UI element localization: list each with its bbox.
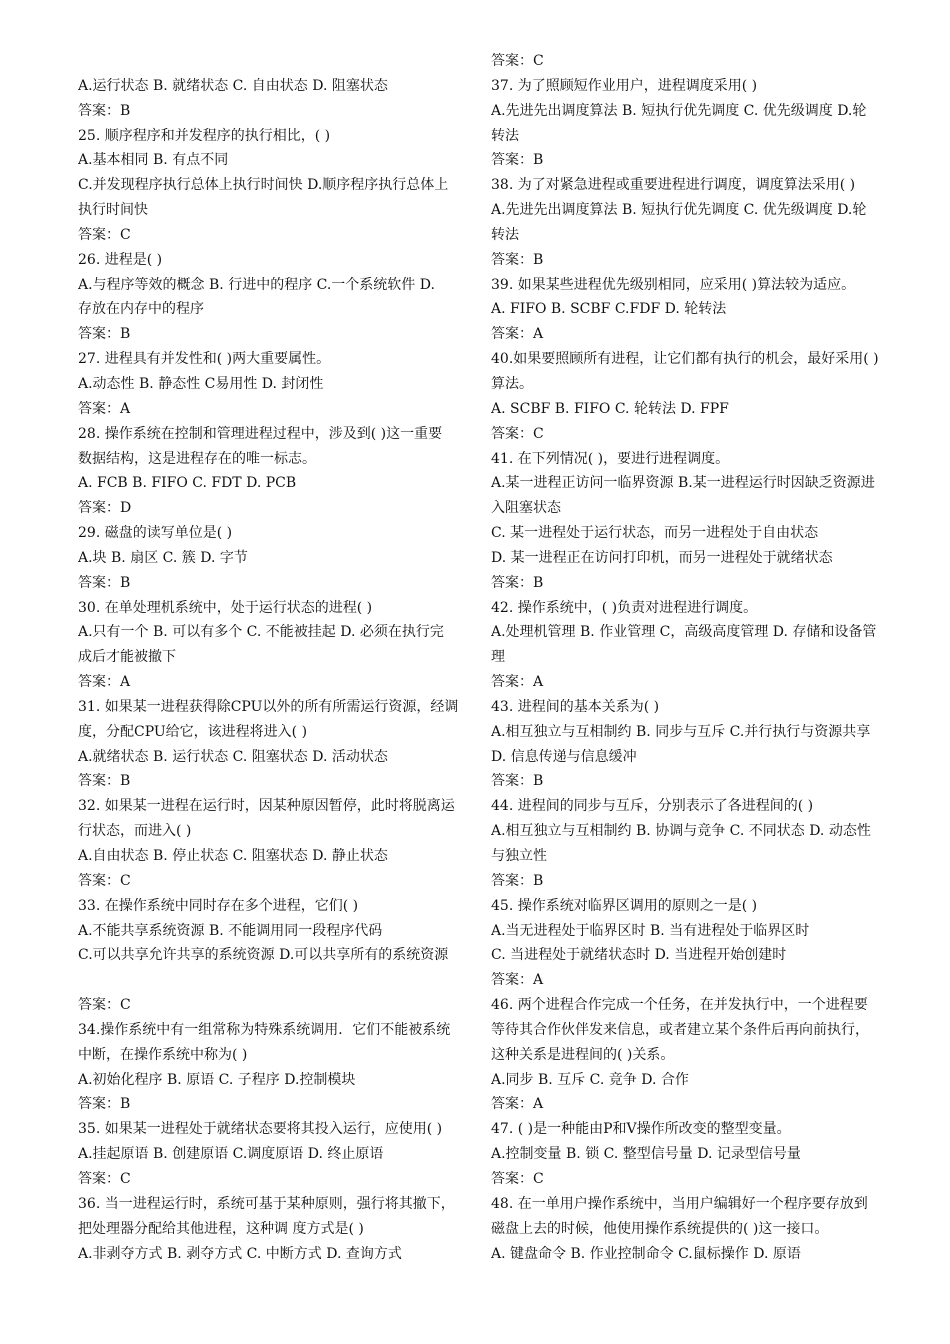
text-line: 40.如果要照顾所有进程，让它们都有执行的机会，最好采用( ) <box>491 351 879 368</box>
text-line: 43. 进程间的基本关系为( ) <box>491 698 660 715</box>
text-line: A.当无进程处于临界区时 B. 当有进程处于临界区时 <box>491 922 810 939</box>
text-line: 答案：C <box>491 1170 544 1187</box>
text-line: 34.操作系统中有一组常称为特殊系统调用．它们不能被系统 <box>78 1021 451 1038</box>
text-line: 37. 为了照顾短作业用户，进程调度采用( ) <box>491 77 758 94</box>
text-line: 中断，在操作系统中称为( ) <box>78 1046 248 1063</box>
text-line: 执行时间快 <box>78 202 148 219</box>
text-line: 算法。 <box>491 375 533 392</box>
text-line: A.非剥夺方式 B. 剥夺方式 C. 中断方式 D. 查询方式 <box>78 1245 402 1262</box>
text-line: 答案：B <box>491 872 544 889</box>
right-column <box>491 49 886 1266</box>
text-line: 答案：B <box>491 251 544 268</box>
text-line: A. 键盘命令 B. 作业控制命令 C.鼠标操作 D. 原语 <box>491 1245 801 1262</box>
text-line: 答案：C <box>78 997 131 1014</box>
text-line: C.可以共享允许共享的系统资源 D.可以共享所有的系统资源 <box>78 947 449 964</box>
text-line: 47. ( )是一种能由P和V操作所改变的整型变量。 <box>491 1121 791 1138</box>
text-line: 答案：A <box>78 674 131 691</box>
text-line: C. 当进程处于就绪状态时 D. 当进程开始创建时 <box>491 947 787 964</box>
text-line: 答案：B <box>78 1096 131 1113</box>
text-line: 26. 进程是( ) <box>78 251 163 268</box>
text-line: D. 信息传递与信息缓冲 <box>491 748 637 765</box>
text-line: D. 某一进程正在访问打印机，而另一进程处于就绪状态 <box>491 549 833 566</box>
text-line: A.相互独立与互相制约 B. 协调与竞争 C. 不同状态 D. 动态性 <box>491 823 871 840</box>
left-column <box>78 49 463 1266</box>
text-line: C. 某一进程处于运行状态，而另一进程处于自由状态 <box>491 525 819 542</box>
text-line: 45. 操作系统对临界区调用的原则之一是( ) <box>491 897 758 914</box>
text-line: 25. 顺序程序和并发程序的执行相比，( ) <box>78 127 331 144</box>
text-line: 答案：C <box>78 872 131 889</box>
text-line: 度，分配CPU给它，该进程将进入( ) <box>78 723 308 740</box>
text-line: 答案：A <box>78 400 131 417</box>
text-line: 答案：A <box>491 1096 544 1113</box>
text-line: A.基本相同 B. 有点不同 <box>78 152 229 169</box>
text-line: A.相互独立与互相制约 B. 同步与互斥 C.并行执行与资源共享 <box>491 723 871 740</box>
text-line: A.先进先出调度算法 B. 短执行优先调度 C. 优先级调度 D.轮 <box>491 202 867 219</box>
text-line: 答案：C <box>78 1170 131 1187</box>
text-line: 48. 在一单用户操作系统中，当用户编辑好一个程序要存放到 <box>491 1195 868 1212</box>
text-line: A.某一进程正访问一临界资源 B.某一进程运行时因缺乏资源进 <box>491 475 875 492</box>
text-line: 行状态，而进入( ) <box>78 823 192 840</box>
text-line: 存放在内存中的程序 <box>78 301 204 318</box>
text-line: 32. 如果某一进程在运行时，因某种原因暂停，此时将脱离运 <box>78 798 455 815</box>
text-line: 数据结构，这是进程存在的唯一标志。 <box>78 450 316 467</box>
text-line: 41. 在下列情况( )，要进行进程调度。 <box>491 450 730 467</box>
text-line: 这种关系是进程间的( )关系。 <box>491 1046 675 1063</box>
text-line: A. FCB B. FIFO C. FDT D. PCB <box>78 475 297 492</box>
text-line: A.就绪状态 B. 运行状态 C. 阻塞状态 D. 活动状态 <box>78 748 388 765</box>
text-line: A. SCBF B. FIFO C. 轮转法 D. FPF <box>491 400 729 417</box>
text-line: 答案：A <box>491 326 544 343</box>
text-line: 35. 如果某一进程处于就绪状态要将其投入运行，应使用( ) <box>78 1121 443 1138</box>
text-line: A.同步 B. 互斥 C. 竞争 D. 合作 <box>491 1071 689 1088</box>
text-line: 答案：B <box>78 773 131 790</box>
text-line: A. FIFO B. SCBF C.FDF D. 轮转法 <box>491 301 727 318</box>
text-line: 答案：B <box>78 574 131 591</box>
text-line: 27. 进程具有并发性和( )两大重要属性。 <box>78 351 331 368</box>
text-line: 成后才能被撤下 <box>78 649 176 666</box>
text-line: 29. 磁盘的读写单位是( ) <box>78 525 233 542</box>
text-line: 46. 两个进程合作完成一个任务，在并发执行中，一个进程要 <box>491 997 868 1014</box>
text-line: A.与程序等效的概念 B. 行进中的程序 C.一个系统软件 D. <box>78 276 435 293</box>
text-line: A.只有一个 B. 可以有多个 C. 不能被挂起 D. 必须在执行完 <box>78 624 444 641</box>
text-line: 答案：B <box>78 326 131 343</box>
text-line <box>78 49 463 74</box>
text-line: 答案：C <box>491 53 544 69</box>
text-line: 与独立性 <box>491 848 547 864</box>
text-line: 39. 如果某些进程优先级别相同，应采用( )算法较为适应。 <box>491 276 856 293</box>
text-line: 转法 <box>491 127 519 144</box>
text-line: C.并发现程序执行总体上执行时间快 D.顺序程序执行总体上 <box>78 177 449 194</box>
text-line: 把处理器分配给其他进程，这种调 度方式是( ) <box>78 1220 364 1237</box>
text-line: 38. 为了对紧急进程或重要进程进行调度，调度算法采用( ) <box>491 177 856 194</box>
text-line: A.挂起原语 B. 创建原语 C.调度原语 D. 终止原语 <box>78 1146 384 1163</box>
text-line: A.自由状态 B. 停止状态 C. 阻塞状态 D. 静止状态 <box>78 848 388 864</box>
text-line: A.动态性 B. 静态性 C易用性 D. 封闭性 <box>78 375 324 392</box>
text-line: A.运行状态 B. 就绪状态 C. 自由状态 D. 阻塞状态 <box>78 77 388 94</box>
text-line: 44. 进程间的同步与互斥，分别表示了各进程间的( ) <box>491 798 814 815</box>
text-line: 答案：B <box>491 574 544 591</box>
text-line: 28. 操作系统在控制和管理进程过程中，涉及到( )这一重要 <box>78 425 443 442</box>
text-line: 理 <box>491 649 505 666</box>
text-line: 答案：D <box>78 500 132 517</box>
text-line: 答案：C <box>491 425 544 442</box>
text-line: 转法 <box>491 226 519 243</box>
text-line: A.处理机管理 B. 作业管理 C，高级高度管理 D. 存储和设备管 <box>491 624 877 641</box>
text-line: 36. 当一进程运行时，系统可基于某种原则，强行将其撤下， <box>78 1195 455 1212</box>
text-line: 42. 操作系统中，( )负责对进程进行调度。 <box>491 599 758 616</box>
text-line: 等待其合作伙伴发来信息，或者建立某个条件后再向前执行， <box>491 1021 869 1038</box>
text-line: A.先进先出调度算法 B. 短执行优先调度 C. 优先级调度 D.轮 <box>491 102 867 119</box>
text-line: 入阻塞状态 <box>491 500 561 517</box>
text-line: 30. 在单处理机系统中，处于运行状态的进程( ) <box>78 599 373 616</box>
text-line: 答案：B <box>491 773 544 790</box>
text-line: 31. 如果某一进程获得除CPU以外的所有所需运行资源，经调 <box>78 698 459 715</box>
text-line: 答案：B <box>78 102 131 119</box>
text-line: 答案：C <box>78 226 131 243</box>
text-line: 磁盘上去的时候，他使用操作系统提供的( )这一接口。 <box>491 1220 829 1237</box>
text-line: A.不能共享系统资源 B. 不能调用同一段程序代码 <box>78 922 383 939</box>
text-line: 答案：A <box>491 972 544 989</box>
text-line <box>78 968 463 993</box>
text-line: 答案：B <box>491 152 544 169</box>
text-line: A.控制变量 B. 锁 C. 整型信号量 D. 记录型信号量 <box>491 1146 801 1163</box>
text-line: 33. 在操作系统中同时存在多个进程，它们( ) <box>78 897 359 914</box>
text-line: A.块 B. 扇区 C. 簇 D. 字节 <box>78 549 248 566</box>
text-line: A.初始化程序 B. 原语 C. 子程序 D.控制模块 <box>78 1071 356 1088</box>
text-line: 答案：A <box>491 674 544 691</box>
